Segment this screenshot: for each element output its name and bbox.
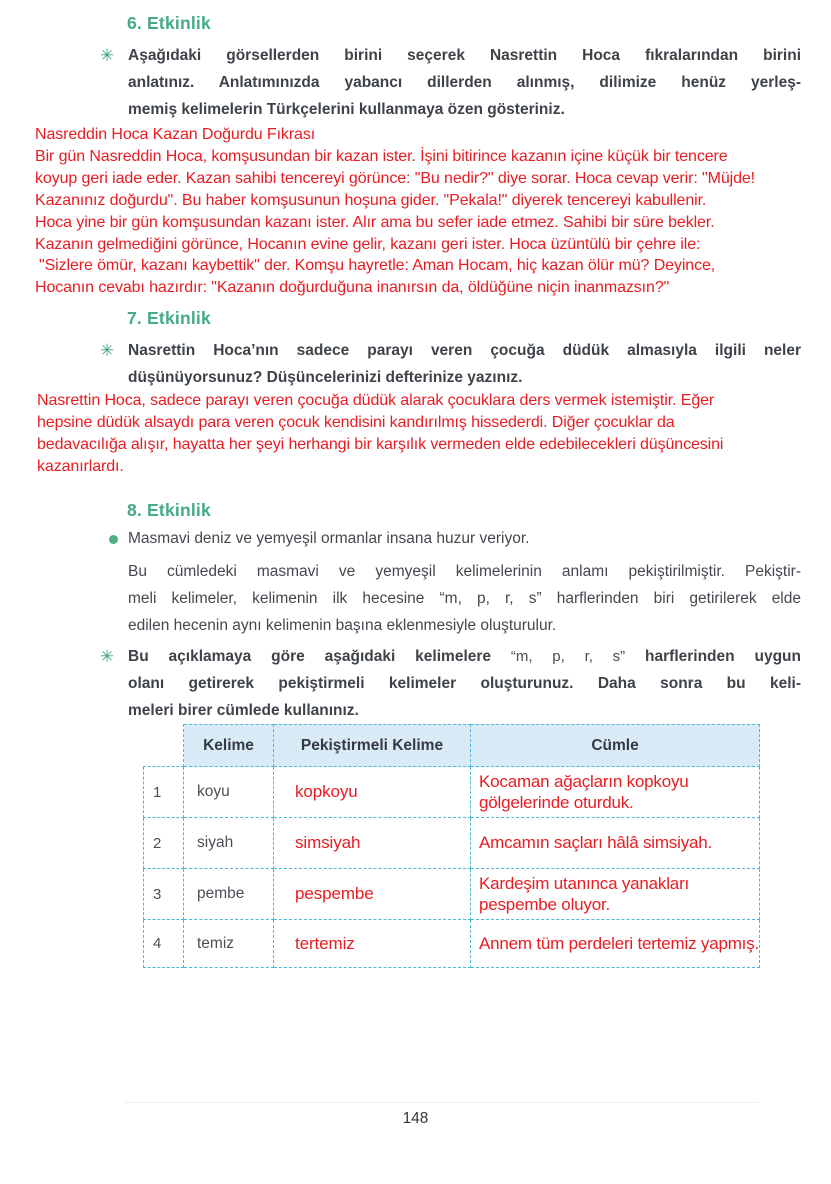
instruction-line: Nasrettin Hoca’nın sadece parayı veren çocuğa düdük almasıyla ilgili neler: [128, 342, 801, 359]
instruction-line: olanı getirerek pekiştirmeli kelimeler oluşturunuz. Daha sonra bu keli-: [128, 675, 801, 692]
pekistirmeli-kelime-table: [143, 724, 758, 968]
kelime-cell: siyah: [184, 818, 274, 869]
row-number: 1: [143, 767, 184, 818]
cumle-answer-cell: [471, 767, 760, 818]
example-sentence: Masmavi deniz ve yemyeşil ormanlar insana huzur veriyor.: [128, 530, 530, 547]
activity8-title: 8. Etkinlik: [127, 500, 211, 520]
row-number: 3: [143, 869, 184, 920]
activity8-instruction: [128, 643, 801, 724]
activity7-instruction: [128, 337, 801, 391]
row-number: 4: [143, 920, 184, 968]
explanation-line: edilen hecenin aynı kelimenin başına eklenmesiyle oluşturulur.: [128, 617, 557, 634]
cumle-line: pespembe oluyor.: [479, 895, 610, 914]
activity6-instruction: [128, 42, 801, 123]
answer-line: Nasrettin Hoca, sadece parayı veren çocuğa düdük alarak çocuklara ders vermek istemiştir. Eğer: [37, 392, 715, 409]
kelime-cell: koyu: [184, 767, 274, 818]
explanation-paragraph: [128, 558, 801, 639]
bullet-dot-icon: [109, 535, 118, 544]
cumle-line: Kocaman ağaçların kopkoyu: [479, 771, 689, 791]
asterisk-icon: ✳: [99, 647, 115, 666]
activity6-title: 6. Etkinlik: [127, 13, 211, 33]
answer-line: "Sizlere ömür, kazanı kaybettik" der. Komşu hayretle: Aman Hocam, hiç kazan ölür mü? Deyince,: [39, 257, 716, 275]
cumle-line: gölgelerinde oturduk.: [479, 793, 634, 812]
answer-line: Bir gün Nasreddin Hoca, komşusundan bir kazan ister. İşini bitirince kazanın içine küçük bir tencere: [35, 147, 728, 165]
explanation-line: Bu cümledeki masmavi ve yemyeşil kelimelerinin anlamı pekiştirilmiştir. Pekiştir-: [128, 563, 801, 580]
row-number: 2: [143, 818, 184, 869]
instruction-line: Aşağıdaki görsellerden birini seçerek Nasrettin Hoca fıkralarından birini: [128, 47, 801, 64]
answer-line: bedavacılığa alışır, hayatta her şeyi herhangi bir karşılık vermeden elde edebilecekleri düşüncesini: [37, 435, 724, 453]
column-header-kelime: Kelime: [184, 724, 274, 767]
page-number: 148: [402, 1110, 429, 1127]
answer-line: koyup geri iade eder. Kazan sahibi tencereyi görünce: "Bu nedir?" diye sorar. Hoca cevap verir: "Müjde!: [35, 169, 756, 187]
explanation-line: meli kelimeler, kelimenin ilk hecesine “m, p, r, s” harflerinden biri getirilerek elde: [128, 590, 801, 607]
instruction-line: [128, 643, 801, 670]
instruction-line: memiş kelimelerin Türkçelerini kullanmaya özen gösteriniz.: [128, 101, 565, 118]
instruction-text: harflerinden uygun: [625, 648, 801, 665]
pekistirmeli-answer-cell: tertemiz: [274, 920, 471, 968]
column-header-pekistirmeli: Pekiştirmeli Kelime: [274, 724, 471, 767]
answer-line: Kazanınız doğurdu". Bu haber komşusunun hoşuna gider. "Pekala!" diyerek tencereyi kabullenir.: [35, 191, 707, 209]
answer-line: Hocanın cevabı hazırdır: "Kazanın doğurduğuna inanırsın da, öldüğüne niçin inanmazsın?": [35, 279, 670, 297]
kelime-cell: temiz: [184, 920, 274, 968]
letters-quote: “m, p, r, s”: [510, 648, 626, 665]
cumle-answer-cell: [471, 920, 760, 968]
column-header-cumle: Cümle: [471, 724, 760, 767]
cumle-line: Kardeşim utanınca yanakları: [479, 873, 690, 893]
pekistirmeli-answer-cell: pespembe: [274, 869, 471, 920]
activity7-title: 7. Etkinlik: [127, 308, 211, 328]
instruction-text: Bu açıklamaya göre aşağıdaki kelimelere: [128, 648, 511, 665]
instruction-line: düşünüyorsunuz? Düşüncelerinizi defterinize yazınız.: [128, 369, 523, 386]
kelime-cell: pembe: [184, 869, 274, 920]
cumle-answer-cell: [471, 869, 760, 920]
activity7-answer: [37, 390, 827, 478]
answer-line: kazanırlardı.: [37, 457, 124, 475]
faint-divider-line: [125, 1102, 758, 1103]
answer-line: hepsine düdük alsaydı para veren çocuk kendisini kandırılmış hissederdi. Diğer çocuklar da: [37, 413, 675, 431]
pekistirmeli-answer-cell: kopkoyu: [274, 767, 471, 818]
cumle-answer-cell: [471, 818, 760, 869]
cumle-line: Amcamın saçları hâlâ simsiyah.: [479, 833, 713, 853]
cumle-line: Annem tüm perdeleri tertemiz yapmış.: [479, 933, 760, 953]
answer-line: Kazanın gelmediğini görünce, Hocanın evine gelir, kazanı geri ister. Hoca üzüntülü bir çehre ile:: [35, 235, 701, 253]
asterisk-icon: ✳: [99, 341, 115, 360]
answer-line: Nasreddin Hoca Kazan Doğurdu Fıkrası: [35, 126, 316, 143]
instruction-line: meleri birer cümlede kullanınız.: [128, 702, 359, 719]
activity6-answer: [35, 124, 827, 299]
table-corner-spacer: [143, 724, 184, 767]
instruction-line: anlatınız. Anlatımınızda yabancı dillerden alınmış, dilimize henüz yerleş-: [128, 74, 801, 91]
answer-line: Hoca yine bir gün komşusundan kazanı ister. Alır ama bu sefer iade etmez. Sahibi bir süre bekler.: [35, 213, 715, 231]
asterisk-icon: ✳: [99, 46, 115, 65]
pekistirmeli-answer-cell: simsiyah: [274, 818, 471, 869]
